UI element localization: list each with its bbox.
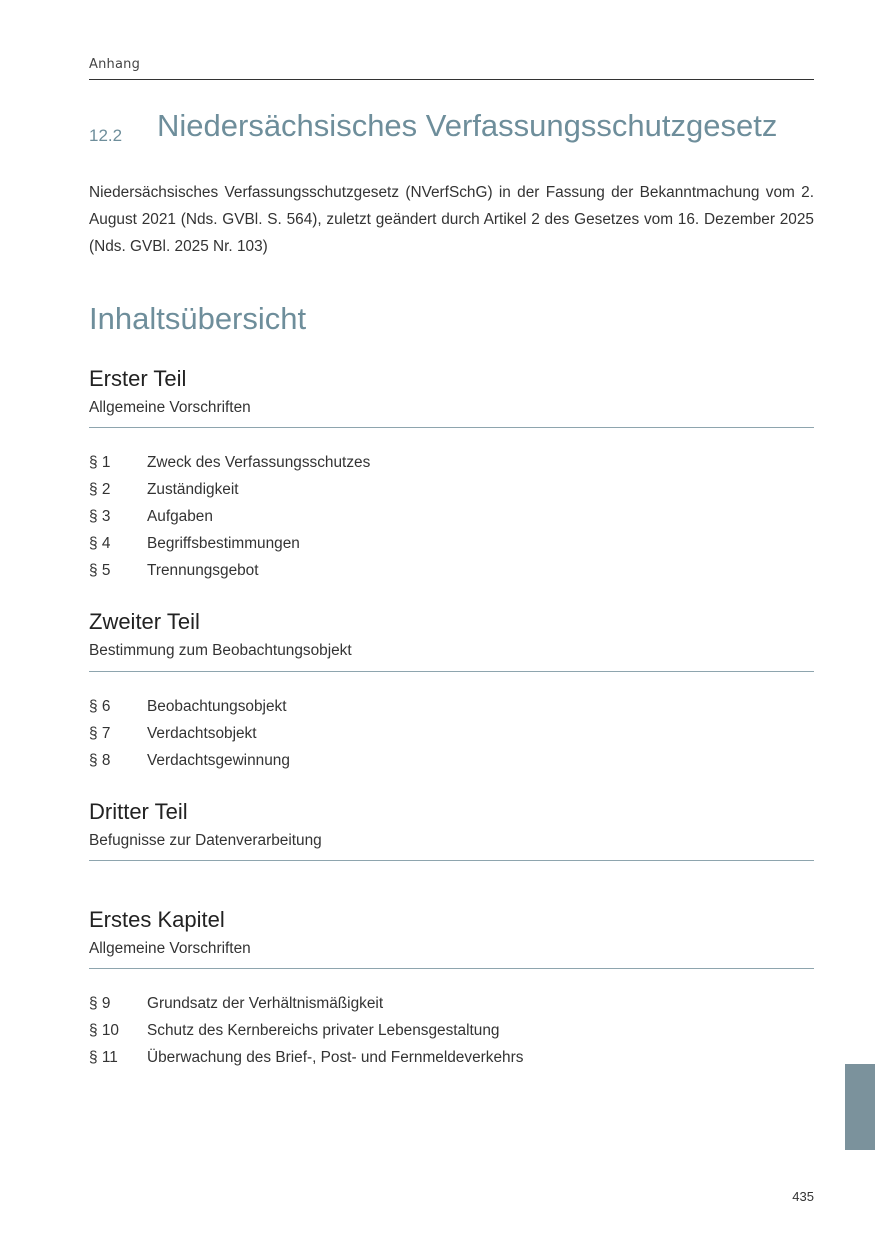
part-divider — [89, 671, 814, 672]
part-title: Erster Teil — [89, 366, 187, 391]
chapter-thumb-tab — [845, 1064, 875, 1150]
section-title: Schutz des Kernbereichs privater Lebensgestaltung — [147, 1022, 500, 1039]
toc-entry[interactable] — [89, 503, 814, 530]
part-subtitle: Allgemeine Vorschriften — [89, 399, 251, 416]
toc-entry[interactable] — [89, 720, 814, 747]
toc-entry[interactable] — [89, 747, 814, 774]
chapter-title: Niedersächsisches Verfassungsschutzgesetz — [157, 108, 778, 143]
section-title: Überwachung des Brief-, Post- und Fernmeldeverkehrs — [147, 1049, 524, 1066]
running-header: Anhang — [89, 57, 141, 72]
toc-part — [89, 607, 814, 662]
part-title: Dritter Teil — [89, 799, 188, 824]
section-title: Zweck des Verfassungsschutzes — [147, 454, 371, 471]
section-number: § 2 — [89, 481, 111, 498]
section-number: § 3 — [89, 508, 111, 525]
section-title: Verdachtsgewinnung — [147, 752, 290, 769]
toc-entry[interactable] — [89, 1044, 814, 1071]
section-list — [89, 693, 814, 774]
intro-paragraph: Niedersächsisches Verfassungsschutzgesetz (NVerfSchG) in der Fassung der Bekanntmachung vom 2. August 2021 (Nds. GVBl. S. 564), zuletzt geändert durch Artikel 2 des Gesetzes vom 16. Dezember 2025 (Nds. GVBl. 2025 Nr. 103) — [89, 184, 814, 255]
part-subtitle: Bestimmung zum Beobachtungsobjekt — [89, 642, 352, 659]
section-number: § 11 — [89, 1049, 118, 1066]
header-divider — [89, 79, 814, 80]
toc-entry[interactable] — [89, 530, 814, 557]
section-number: § 1 — [89, 454, 111, 471]
section-title: Begriffsbestimmungen — [147, 535, 300, 552]
section-title: Trennungsgebot — [147, 562, 259, 579]
toc-chapter — [89, 905, 814, 960]
toc-heading: Inhaltsübersicht — [89, 301, 307, 336]
section-title: Beobachtungsobjekt — [147, 698, 287, 715]
toc-entry[interactable] — [89, 1017, 814, 1044]
part-subtitle: Befugnisse zur Datenverarbeitung — [89, 832, 322, 849]
section-number: § 5 — [89, 562, 111, 579]
part-divider — [89, 860, 814, 861]
section-title: Aufgaben — [147, 508, 213, 525]
section-number: § 10 — [89, 1022, 119, 1039]
chapter-number: 12.2 — [89, 126, 123, 145]
toc-entry[interactable] — [89, 693, 814, 720]
toc-entry[interactable] — [89, 476, 814, 503]
chapter-title: Erstes Kapitel — [89, 907, 225, 932]
part-title: Zweiter Teil — [89, 609, 200, 634]
toc-part — [89, 364, 814, 419]
chapter-divider — [89, 968, 814, 969]
toc-entry[interactable] — [89, 449, 814, 476]
section-number: § 7 — [89, 725, 111, 742]
section-number: § 9 — [89, 995, 111, 1012]
section-number: § 8 — [89, 752, 111, 769]
toc-entry[interactable] — [89, 990, 814, 1017]
section-title: Verdachtsobjekt — [147, 725, 257, 742]
part-divider — [89, 427, 814, 428]
section-number: § 4 — [89, 535, 111, 552]
section-title: Grundsatz der Verhältnismäßigkeit — [147, 995, 384, 1012]
chapter-subtitle: Allgemeine Vorschriften — [89, 940, 251, 957]
section-list — [89, 990, 814, 1071]
section-number: § 6 — [89, 698, 111, 715]
section-title: Zuständigkeit — [147, 481, 239, 498]
page-number: 435 — [792, 1189, 814, 1204]
section-list — [89, 449, 814, 584]
toc-part — [89, 797, 814, 852]
toc-entry[interactable] — [89, 557, 814, 584]
